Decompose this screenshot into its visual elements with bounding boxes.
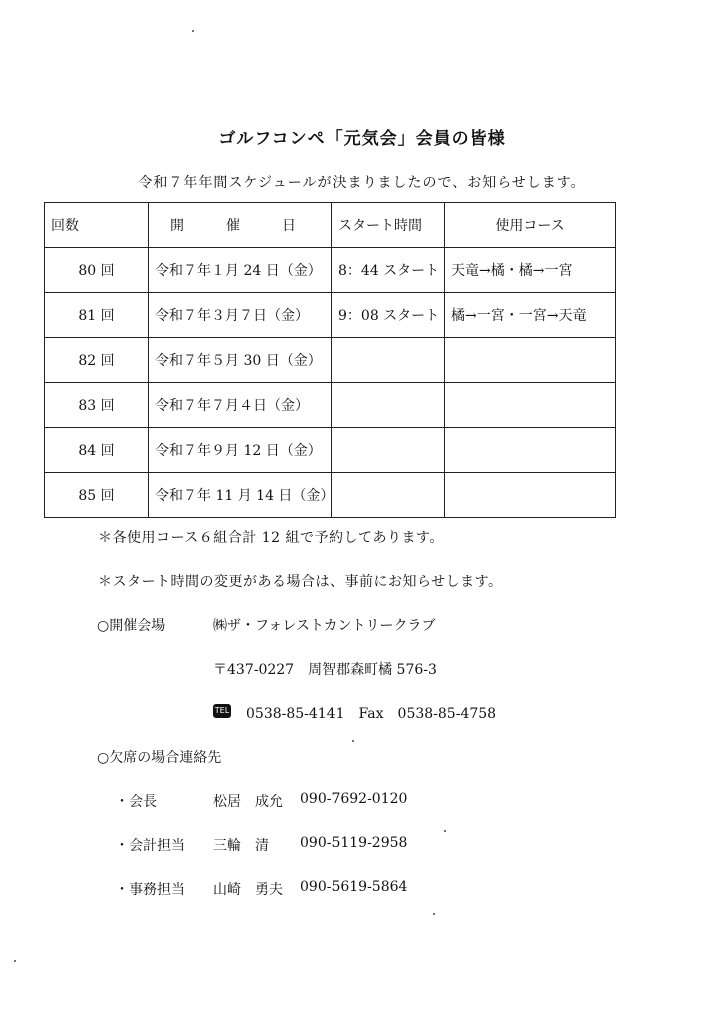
round-date: 令和７年 11 月 14 日（金） — [149, 473, 332, 518]
note-reservation: ＊各使用コース６組合計 12 組で予約してあります。 — [98, 530, 444, 546]
round-date: 令和７年１月 24 日（金） — [149, 248, 332, 293]
header-date: 開 催 日 — [149, 203, 332, 248]
scan-speck — [433, 913, 435, 915]
contact-name: 松居 成允 — [213, 794, 283, 810]
round-date: 令和７年９月 12 日（金） — [149, 428, 332, 473]
round-start-time: 8：44 スタート — [332, 248, 445, 293]
round-number: 83 回 — [45, 383, 149, 428]
subtitle: 令和７年年間スケジュールが決まりましたので、お知らせします。 — [138, 175, 586, 191]
round-start-time — [332, 428, 445, 473]
header-start-time: スタート時間 — [332, 203, 445, 248]
scan-speck — [192, 30, 194, 32]
round-start-time — [332, 383, 445, 428]
venue-name: ㈱ザ・フォレストカントリークラブ — [213, 618, 436, 634]
page-title: ゴルフコンペ「元気会」会員の皆様 — [218, 129, 506, 149]
round-course: 天竜→橘・橘→一宮 — [445, 248, 616, 293]
absence-label: ○欠席の場合連絡先 — [97, 750, 222, 766]
contact-name: 山崎 勇夫 — [213, 882, 283, 898]
contact-role: ・会計担当 — [115, 838, 185, 854]
scan-speck — [352, 740, 354, 742]
table-row — [45, 248, 616, 293]
venue-label: ○開催会場 — [97, 618, 166, 634]
round-course — [445, 428, 616, 473]
table-row — [45, 473, 616, 518]
round-date: 令和７年５月 30 日（金） — [149, 338, 332, 383]
round-start-time — [332, 338, 445, 383]
header-course: 使用コース — [445, 203, 616, 248]
round-course — [445, 383, 616, 428]
table-row — [45, 383, 616, 428]
round-number: 81 回 — [45, 293, 149, 338]
venue-address: 〒437-0227 周智郡森町橘 576-3 — [213, 662, 437, 678]
table-row — [45, 428, 616, 473]
contact-role: ・会長 — [115, 794, 157, 810]
round-start-time: 9：08 スタート — [332, 293, 445, 338]
contact-name: 三輪 清 — [213, 838, 269, 854]
table-row — [45, 338, 616, 383]
phone-icon: TEL — [213, 704, 231, 718]
round-number: 82 回 — [45, 338, 149, 383]
round-course — [445, 338, 616, 383]
round-number: 84 回 — [45, 428, 149, 473]
round-course — [445, 473, 616, 518]
round-date: 令和７年７月４日（金） — [149, 383, 332, 428]
header-count: 回数 — [45, 203, 149, 248]
table-header-row — [45, 203, 616, 248]
scan-speck — [14, 960, 16, 962]
note-start-time-change: ＊スタート時間の変更がある場合は、事前にお知らせします。 — [98, 574, 503, 590]
scan-speck — [444, 830, 446, 832]
schedule-table — [44, 202, 616, 518]
contact-phone: 090-5619-5864 — [300, 879, 408, 895]
round-number: 80 回 — [45, 248, 149, 293]
round-start-time — [332, 473, 445, 518]
contact-phone: 090-5119-2958 — [300, 835, 408, 851]
round-date: 令和７年３月７日（金） — [149, 293, 332, 338]
contact-role: ・事務担当 — [115, 882, 185, 898]
round-course: 橘→一宮・一宮→天竜 — [445, 293, 616, 338]
contact-phone: 090-7692-0120 — [300, 791, 408, 807]
table-row — [45, 293, 616, 338]
venue-contact: 0538-85-4141 Fax 0538-85-4758 — [246, 706, 497, 722]
round-number: 85 回 — [45, 473, 149, 518]
